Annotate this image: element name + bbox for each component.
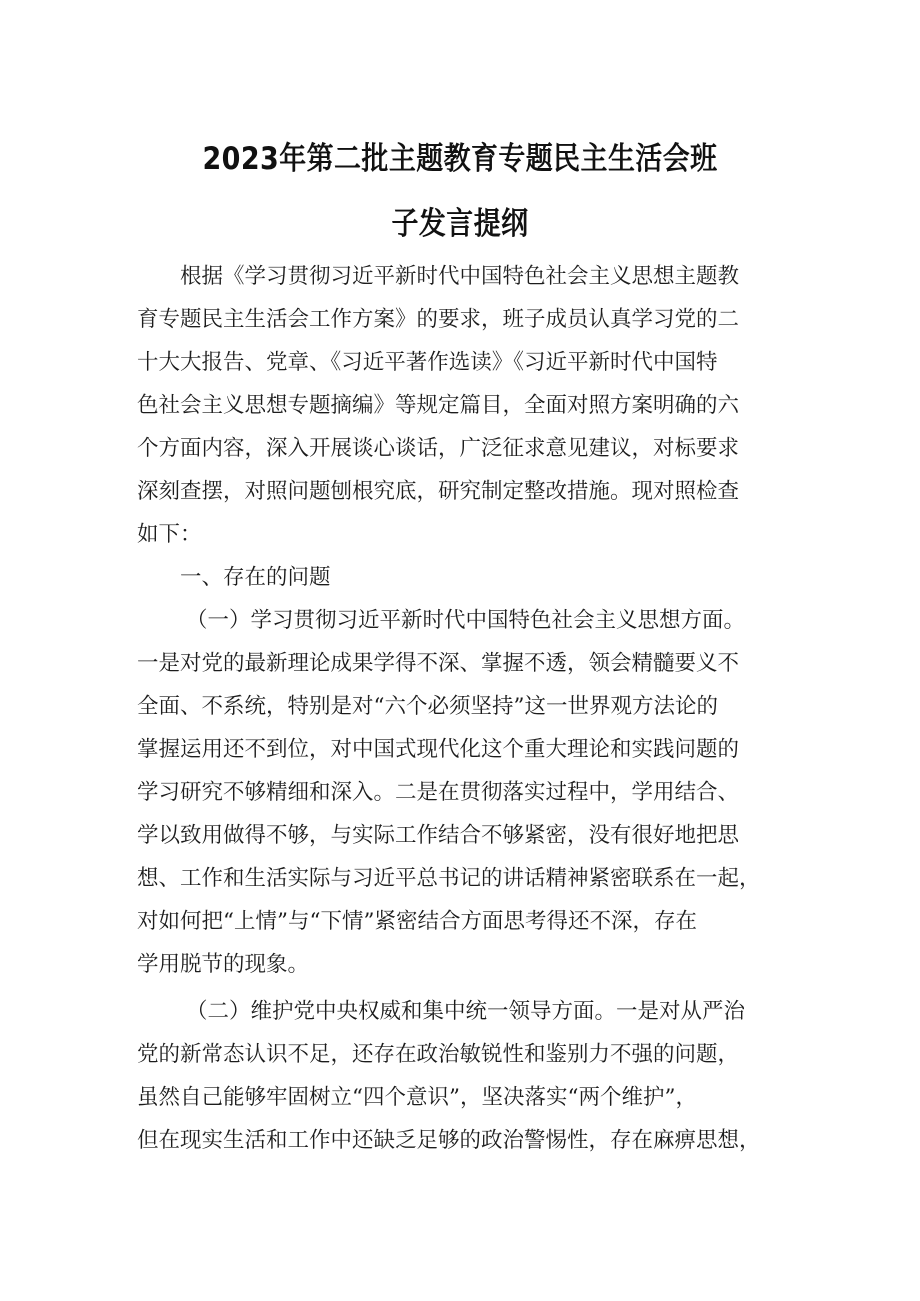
body-line: 党的新常态认识不足，还存在政治敏锐性和鉴别力不强的问题， [137,1042,740,1067]
body-line: 但在现实生活和工作中还缺乏足够的政治警惕性，存在麻痹思想， [137,1128,761,1153]
body-line: 色社会主义思想专题摘编》等规定篇目，全面对照方案明确的六 [137,393,740,418]
body-line: 对如何把“上情”与“下情”紧密结合方面思考得还不深，存在 [137,909,697,934]
body-line: 虽然自己能够牢固树立“四个意识”，坚决落实“两个维护”， [137,1085,697,1110]
body-line: 掌握运用还不到位，对中国式现代化这个重大理论和实践问题的 [137,737,740,762]
body-line: 根据《学习贯彻习近平新时代中国特色社会主义思想主题教 [180,264,740,289]
body-line: 如下： [137,522,202,547]
body-line: 深刻查摆，对照问题刨根究底，研究制定整改措施。现对照检查 [137,479,740,504]
document-title-line-2: 子发言提纲 [391,206,529,242]
subsection-heading-line: （一）学习贯彻习近平新时代中国特色社会主义思想方面。 [186,608,746,633]
body-line: 学以致用做得不够，与实际工作结合不够紧密，没有很好地把思 [137,823,740,848]
document-title-line-1: 2023年第二批主题教育专题民主生活会班 [202,141,718,177]
body-line: 育专题民主生活会工作方案》的要求，班子成员认真学习党的二 [137,307,740,332]
subsection-heading-line: （二）维护党中央权威和集中统一领导方面。一是对从严治 [186,999,746,1024]
body-line: 十大大报告、党章、《习近平著作选读》《习近平新时代中国特 [137,350,718,375]
body-line: 全面、不系统，特别是对“六个必须坚持”这一世界观方法论的 [137,694,718,719]
body-line: 学习研究不够精细和深入。二是在贯彻落实过程中，学用结合、 [137,780,740,805]
body-line: 一是对党的最新理论成果学得不深、掌握不透，领会精髓要义不 [137,651,740,676]
body-line: 学用脱节的现象。 [137,952,310,977]
body-line: 个方面内容，深入开展谈心谈话，广泛征求意见建议，对标要求 [137,436,740,461]
body-line: 想、工作和生活实际与习近平总书记的讲话精神紧密联系在一起， [137,866,761,891]
section-heading: 一、存在的问题 [180,565,331,590]
